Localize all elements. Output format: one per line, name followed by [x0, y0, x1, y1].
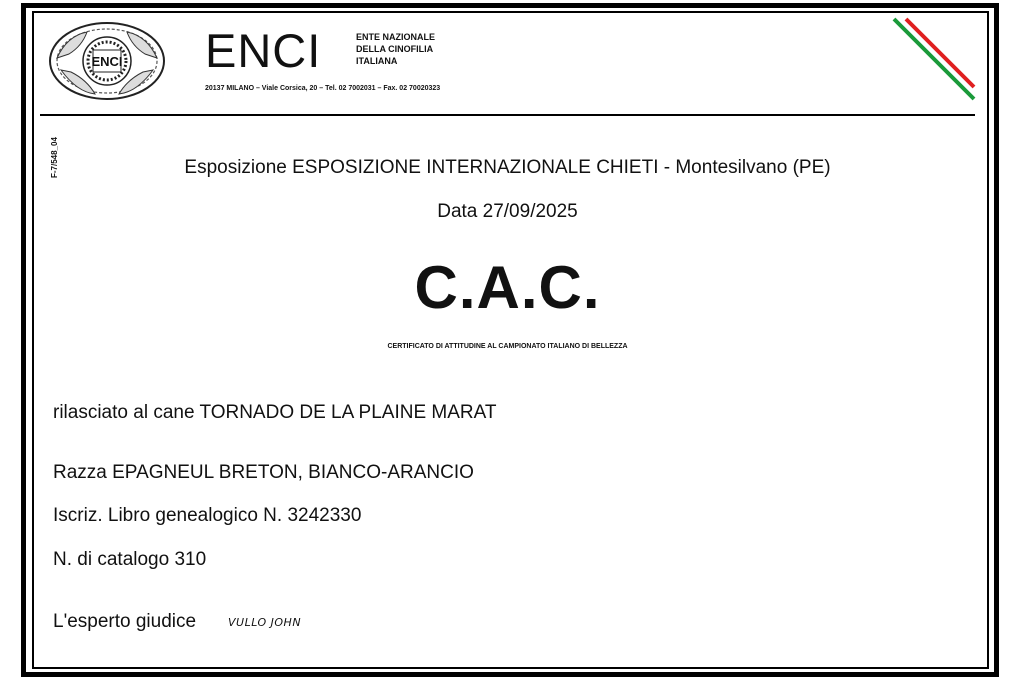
organization-full-name — [356, 31, 435, 67]
organization-name-line: DELLA CINOFILIA — [356, 44, 434, 54]
form-code-text: F-7/548_04 — [50, 137, 59, 178]
organization-name-line: ITALIANA — [356, 56, 398, 66]
organization-name-line: ENTE NAZIONALE — [356, 32, 436, 42]
certificate-title: C.A.C. — [414, 254, 601, 321]
judge-label: L'esperto giudice — [53, 611, 197, 632]
dog-name-line: rilasciato al cane TORNADO DE LA PLAINE MARAT — [53, 402, 497, 423]
judge-name: VULLO JOHN — [228, 616, 302, 629]
catalog-number-line: N. di catalogo 310 — [53, 549, 207, 570]
logo-lettering: ENCI — [91, 54, 123, 69]
breed-line: Razza EPAGNEUL BRETON, BIANCO-ARANCIO — [53, 462, 474, 483]
organization-address: 20137 MILANO – Viale Corsica, 20 – Tel. 02 7002031 – Fax. 02 70020323 — [205, 85, 441, 92]
exhibition-name: Esposizione ESPOSIZIONE INTERNAZIONALE CHIETI - Montesilvano (PE) — [184, 157, 831, 178]
certificate-date: Data 27/09/2025 — [437, 201, 578, 222]
header-divider — [40, 114, 975, 116]
enci-seal-icon — [47, 18, 168, 104]
pedigree-number-line: Iscriz. Libro genealogico N. 3242330 — [53, 505, 362, 526]
italian-flag-stripes-icon — [890, 16, 980, 106]
organization-acronym: ENCI — [205, 24, 322, 77]
certificate-subtitle: CERTIFICATO DI ATTITUDINE AL CAMPIONATO ITALIANO DI BELLEZZA — [387, 343, 628, 350]
